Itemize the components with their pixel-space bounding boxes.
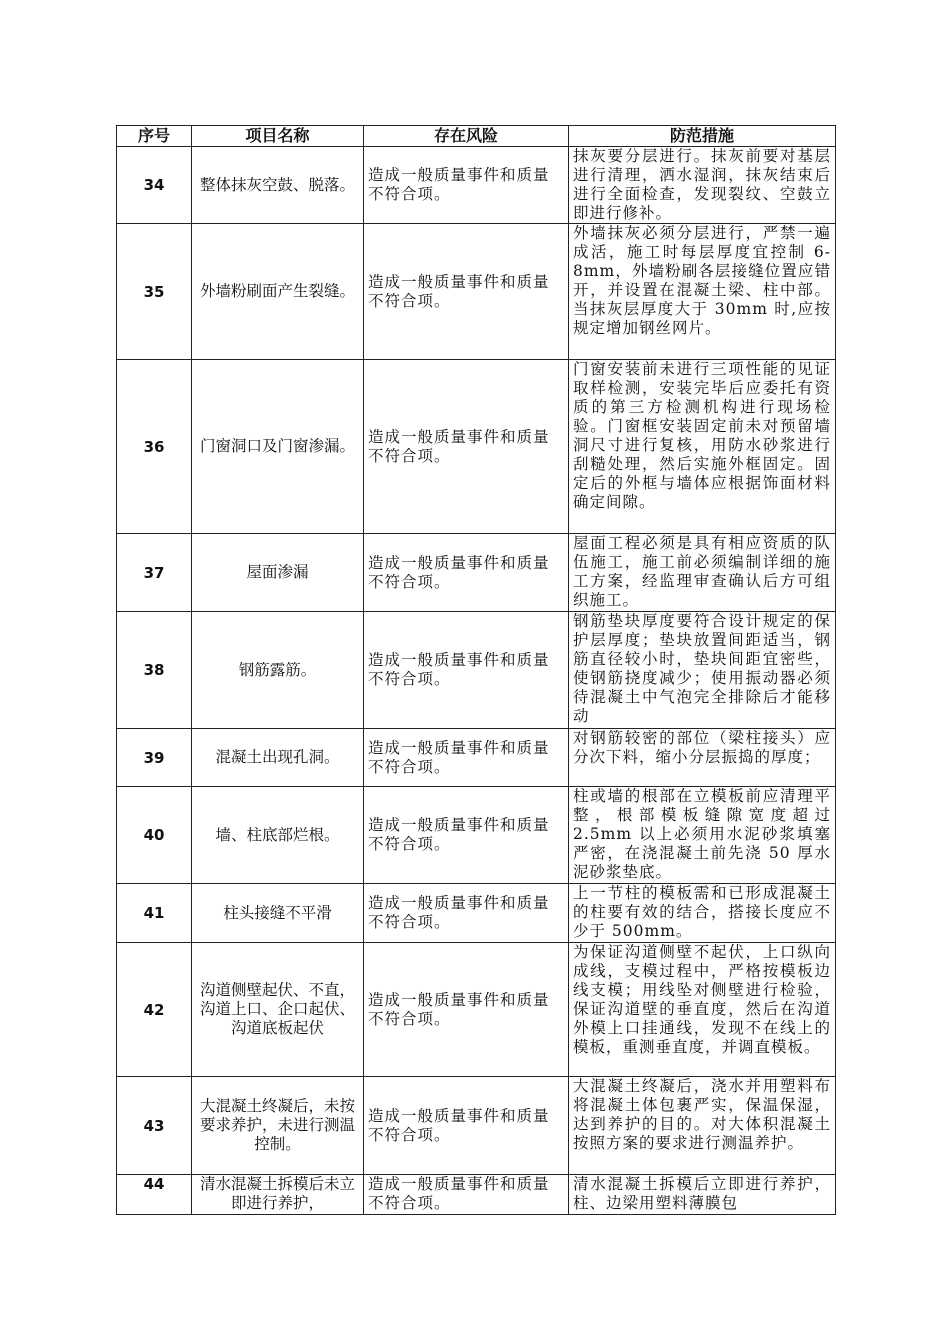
- row-risk: 造成一般质量事件和质量不符合项。: [364, 534, 569, 612]
- table-row: [117, 360, 836, 534]
- row-name: 混凝土出现孔洞。: [192, 729, 364, 787]
- row-risk: 造成一般质量事件和质量不符合项。: [364, 943, 569, 1077]
- table-row: [117, 224, 836, 360]
- row-name: 门窗洞口及门窗渗漏。: [192, 360, 364, 534]
- row-name: 钢筋露筋。: [192, 612, 364, 729]
- table-row: [117, 1077, 836, 1175]
- row-measure: 大混凝土终凝后，浇水并用塑料布将混凝土体包裹严实，保温保湿，达到养护的目的。对大体积混凝土按照方案的要求进行测温养护。: [569, 1077, 836, 1175]
- table-row: [117, 884, 836, 943]
- table-row: [117, 943, 836, 1077]
- row-no: 44: [117, 1175, 192, 1215]
- row-measure: 清水混凝土拆模后立即进行养护，柱、边梁用塑料薄膜包: [569, 1175, 836, 1215]
- row-no: 38: [117, 612, 192, 729]
- row-measure: 外墙抹灰必须分层进行，严禁一遍成活，施工时每层厚度宜控制 6-8mm，外墙粉刷各层接缝位置应错开，并设置在混凝土梁、柱中部。当抹灰层厚度大于 30mm 时,应按规定增加钢丝网片。: [569, 224, 836, 360]
- row-name: 沟道侧壁起伏、不直，沟道上口、企口起伏、沟道底板起伏: [192, 943, 364, 1077]
- table-row: [117, 147, 836, 224]
- row-no: 37: [117, 534, 192, 612]
- row-risk: 造成一般质量事件和质量不符合项。: [364, 884, 569, 943]
- header-measure: 防范措施: [569, 126, 836, 147]
- row-no: 43: [117, 1077, 192, 1175]
- row-no: 36: [117, 360, 192, 534]
- header-risk: 存在风险: [364, 126, 569, 147]
- header-no: 序号: [117, 126, 192, 147]
- risk-table: [116, 125, 836, 1215]
- table-row: [117, 1175, 836, 1215]
- row-no: 40: [117, 787, 192, 884]
- row-name: 外墙粉刷面产生裂缝。: [192, 224, 364, 360]
- row-risk: 造成一般质量事件和质量不符合项。: [364, 147, 569, 224]
- row-measure: 上一节柱的模板需和已形成混凝土的柱要有效的结合，搭接长度应不少于 500mm。: [569, 884, 836, 943]
- row-risk: 造成一般质量事件和质量不符合项。: [364, 1077, 569, 1175]
- row-risk: 造成一般质量事件和质量不符合项。: [364, 729, 569, 787]
- table-row: [117, 534, 836, 612]
- row-risk: 造成一般质量事件和质量不符合项。: [364, 224, 569, 360]
- row-risk: 造成一般质量事件和质量不符合项。: [364, 787, 569, 884]
- row-name: 大混凝土终凝后，未按要求养护，未进行测温控制。: [192, 1077, 364, 1175]
- row-risk: 造成一般质量事件和质量不符合项。: [364, 1175, 569, 1215]
- row-no: 42: [117, 943, 192, 1077]
- header-name: 项目名称: [192, 126, 364, 147]
- table-row: [117, 787, 836, 884]
- row-measure: 钢筋垫块厚度要符合设计规定的保护层厚度；垫块放置间距适当，钢筋直径较小时，垫块间距宜密些，使钢筋挠度减少；使用振动器必须待混凝土中气泡完全排除后才能移动: [569, 612, 836, 729]
- row-measure: 门窗安装前未进行三项性能的见证取样检测，安装完毕后应委托有资质的第三方检测机构进行现场检验。门窗框安装固定前未对预留墙洞尺寸进行复核，用防水砂浆进行刮糙处理，然后实施外框固定。固定后的外框与墙体应根据饰面材料确定间隙。: [569, 360, 836, 534]
- row-name: 清水混凝土拆模后未立即进行养护，: [192, 1175, 364, 1215]
- row-measure: 对钢筋较密的部位（梁柱接头）应分次下料，缩小分层振捣的厚度；: [569, 729, 836, 787]
- row-no: 39: [117, 729, 192, 787]
- row-name: 柱头接缝不平滑: [192, 884, 364, 943]
- table-row: [117, 612, 836, 729]
- row-measure: 抹灰要分层进行。抹灰前要对基层进行清理，洒水湿润，抹灰结束后进行全面检查，发现裂纹、空鼓立即进行修补。: [569, 147, 836, 224]
- row-risk: 造成一般质量事件和质量不符合项。: [364, 612, 569, 729]
- row-name: 整体抹灰空鼓、脱落。: [192, 147, 364, 224]
- row-risk: 造成一般质量事件和质量不符合项。: [364, 360, 569, 534]
- header-row: [117, 126, 836, 147]
- row-name: 屋面渗漏: [192, 534, 364, 612]
- row-no: 41: [117, 884, 192, 943]
- row-name: 墙、柱底部烂根。: [192, 787, 364, 884]
- row-no: 35: [117, 224, 192, 360]
- row-measure: 为保证沟道侧壁不起伏，上口纵向成线，支模过程中，严格按模板边线支模；用线坠对侧壁进行检验，保证沟道壁的垂直度，然后在沟道外模上口挂通线，发现不在线上的模板，重测垂直度，并调直模板。: [569, 943, 836, 1077]
- row-no: 34: [117, 147, 192, 224]
- row-measure: 屋面工程必须是具有相应资质的队伍施工，施工前必须编制详细的施工方案，经监理审查确认后方可组织施工。: [569, 534, 836, 612]
- row-measure: 柱或墙的根部在立模板前应清理平整，根部模板缝隙宽度超过 2.5mm 以上必须用水泥砂浆填塞严密，在浇混凝土前先浇 50 厚水泥砂浆垫底。: [569, 787, 836, 884]
- table-row: [117, 729, 836, 787]
